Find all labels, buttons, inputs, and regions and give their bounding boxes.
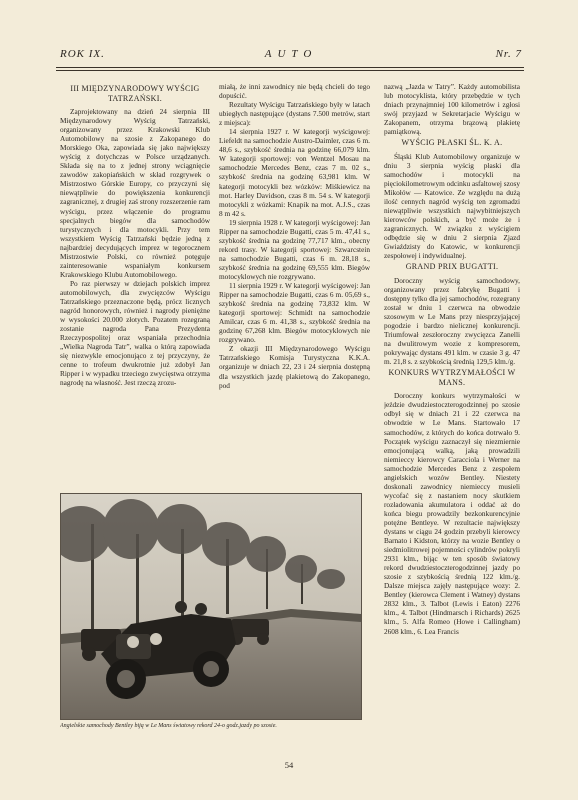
paragraph: Rezultaty Wyścigu Tatrzańskiego były w latach ubiegłych następujące (dystans 7.500 metrów, start z miejsca): — [219, 100, 370, 128]
paragraph: Doroczny wyścig samochodowy, organizowany przez fabrykę Bugatti i dostępny tylko dla jej samochodów, rozegrany został w dniu 1 czerwca na obwodzie szosowym w Le Mans przy niesprzyjającej pogodzie i bardzo nielicznej konkurencji. Triumfował zeszłoroczny zwycięzca Zanelli na dwulitrowym wozie z kompresorem, pokrywając dystans 491 klm. w czasie 3 g. 47 m. 21,8 s. z szybkością średnią 129,5 klm./g. — [384, 275, 520, 367]
article-heading-silesian-race: WYŚCIG PŁASKI ŚL. K. A. — [401, 138, 503, 148]
article-heading-le-mans: KONKURS WYTRZYMAŁOŚCI W MANS. — [388, 368, 516, 387]
paragraph: Z okazji III Międzynarodowego Wyścigu Tatrzańskiego Komisja Turystyczna K.K.A. organizuje w dniach 22, 23 i 24 sierpnia dostępną dla wszystkich jazdę plakietową do Zakopanego, pod — [219, 344, 370, 390]
header-rule-bottom — [56, 70, 524, 71]
bentley-race-photo-illustration — [61, 494, 361, 719]
header-issue-number: Nr. 7 — [495, 48, 522, 60]
running-header — [60, 48, 522, 66]
paragraph: Śląski Klub Automobilowy organizuje w dniu 3 sierpnia wyścig płaski dla samochodów i motocykli na pięciokilometrowym odcinku asfaltowej szosy Mikołów — Katowice. Ze względu na dużą ilość cennych nagród wyścig ten zgromadzi niewątpliwie wszystkich najwybitniejszych kierowców polskich, a być może że i zagranicznych. W związku z wyścigiem odbędzie się w dniu 2 sierpnia Zjazd Gwiaździsty do Katowic, w konkurencji zespołowej i indywidualnej. — [384, 151, 520, 261]
paragraph: 14 sierpnia 1927 r. W kategorji wyścigowej: Liefeldt na samochodzie Austro-Daimler, czas 6 m. 48,6 s., szybkość średnia na godzinę 66,079 klm. W kategorji sportowej: von Wentzel Mosau na samochodzie Mercedes Benz, czas 7 m. 02 s., szybkość średnia na godzinę 63,981 klm. W kategorji motocykli bez wózków: Miśkiewicz na mot. Harley Davidson, czas 8 m. 54 s. W kategorji motocykli z wózkami: Knapik na mot. A.J.S., czas 8 m 42 s. — [219, 127, 370, 218]
paragraph: miałą, że inni zawodnicy nie będą chcieli do tego dopuścić. — [219, 82, 370, 101]
paragraph: 19 sierpnia 1928 r. W kategorji wyścigowej: Jan Ripper na samochodzie Bugatti, czas 5 m. 47,41 s., szybkość średnia na godzinę 77,717 klm., obecny rekord trasy. W kategorji sportowej: Szwarcstein na samochodzie Bugatti, czas 6 m. 28,18 s., szybkość średnia na godzinę 69,555 klm. Biegów motocyklowych nie rozgrywano. — [219, 217, 370, 281]
header-magazine-title: AUTO — [264, 48, 318, 60]
paragraph: Doroczny konkurs wytrzymałości w jeździe dwudziestoczterogodzinnej po szosie odbył się w dniach 21 i 22 czerwca na obwodzie w Le Mans. Startowało 17 samochodów, z których do końca dotrwało 9. Początek wyścigu zaznaczył się niezmiernie emocjonującą walką, jaką prowadzili niemieccy kierowcy Caracciola i Werner na samochodzie Mercedes Benz z zespołem angielskich wozów Bentley. Niestety doskonali zawodnicy niemieccy musieli wycofać się z nastaniem nocy skutkiem rozładowania akumulatora i oddać aż do końca biegu prowadzily bezkonkurencyjnie potężne Bentleye. W rezultacie największy dystans w ciągu 24 godzin przebyli kierowcy Barnato i Kidston, którzy na wozie Bentley o siedmiolitrowej pojemności cylindrów pokryli 2931 klm., bijąc w ten sposób światowy rekord dwudziestoczterogodzinnej jazdy po szosie z szybkością średnią 122 klm./g. Dalsze miejsca zajęły następujące wozy: 2. Bentley (kierowca Clement i Watney) dystans 2832 klm., 3. Talbot (Lewis i Eaton) 2276 klm., 4. Talbot (Hindmarsch i Richards) 2625 klm., 5. Alfa Romeo (Howe i Callingham) 2608 klm., 6. Lea Francis — [384, 391, 520, 636]
article-heading-grand-prix-bugatti: GRAND PRIX BUGATTI. — [405, 262, 499, 272]
article-column-2 — [219, 82, 370, 482]
paragraph: Po raz pierwszy w dziejach polskich imprez automobilowych, dla zwycięzców Wyścigu Tatrzańskiego przeznaczone będą, prócz licznych nagród honorowych, również i nagrody pieniężne w wysokości 20.000 złotych. Pozatem rozegraną zostanie nagroda Pana Prezydenta Rzeczypospolitej oraz wspaniała przechodnia „Wielka Nagroda Tatr”, walka o którą zapowiada się niezwykle emocjonująco z tej przyczyny, że cenne to trofeum dwukrotnie już zdobył Jan Ripper i w wypadku trzeciego zwycięstwa otrzyma nagrodę na własność. Jest rzeczą zrozu- — [60, 278, 210, 388]
article-column-1 — [60, 82, 210, 482]
paragraph: nazwą „Jazda w Tatry”. Każdy automobilista lub motocyklista, który przebędzie w tych dniach przynajmniej 100 kilometrów i zgłosi swój przyjazd w Sekretarjacie Wyścigu w Zakopanem, otrzyma brązową plakietę pamiątkową. — [384, 82, 520, 137]
race-photo — [60, 493, 362, 720]
article-column-3 — [384, 82, 520, 782]
article-heading-tatra-race: III MIĘDZYNARODOWY WYŚCIG TATRZAŃSKI. — [70, 84, 200, 103]
paragraph: Zaprojektowany na dzień 24 sierpnia III Międzynarodowy Wyścig Tatrzański, organizowany przez Krakowski Klub Automobilowy na szosie z Zakopanego do Morskiego Oka, zapowiada się jako największy wyścig z dotychczas w Polsce urządzanych. Składa się na to z jednej strony wciągnięcie zawodów zakopiańskich w skład rozgrywek o Mistrzostwo Górskie Europy, co przyczyni się niewątpliwie do powiększenia konkurencji zagranicznej, z drugiej zaś strony rozszerzenie ram wyścigu, przez włączenie do programu specjalnych biegów dla samochodów turystycznych i dla motocykli. Przy tem wszystkiem Wyścig Tatrzański będzie jedną z najbardziej decydujących imprez w tegorocznem Mistrzostwie Polski, co również potęguje zainteresowanie wspaniałym konkursem Krakowskiego Klubu Automobilowego. — [60, 107, 210, 279]
header-rule-top — [56, 67, 524, 68]
paragraph: 11 sierpnia 1929 r. W kategorji wyścigowej: Jan Ripper na samochodzie Bugatti, czas 6 m. 05,69 s., szybkość średnia na godzinę 73,832 klm. W kategorji sportowej: Schmidt na samochodzie Amilcar, czas 6 m. 41,38 s., szybkość średnia na godzinę 67,268 klm. Biegów motocyklowych nie rozgrywano. — [219, 281, 370, 345]
page-number: 54 — [284, 760, 294, 770]
photo-caption: Angielskie samochody Bentley biją w Le Mans światowy rekord 24-o godz.jazdy po szosie. — [60, 723, 277, 729]
header-volume: ROK IX. — [60, 48, 105, 60]
